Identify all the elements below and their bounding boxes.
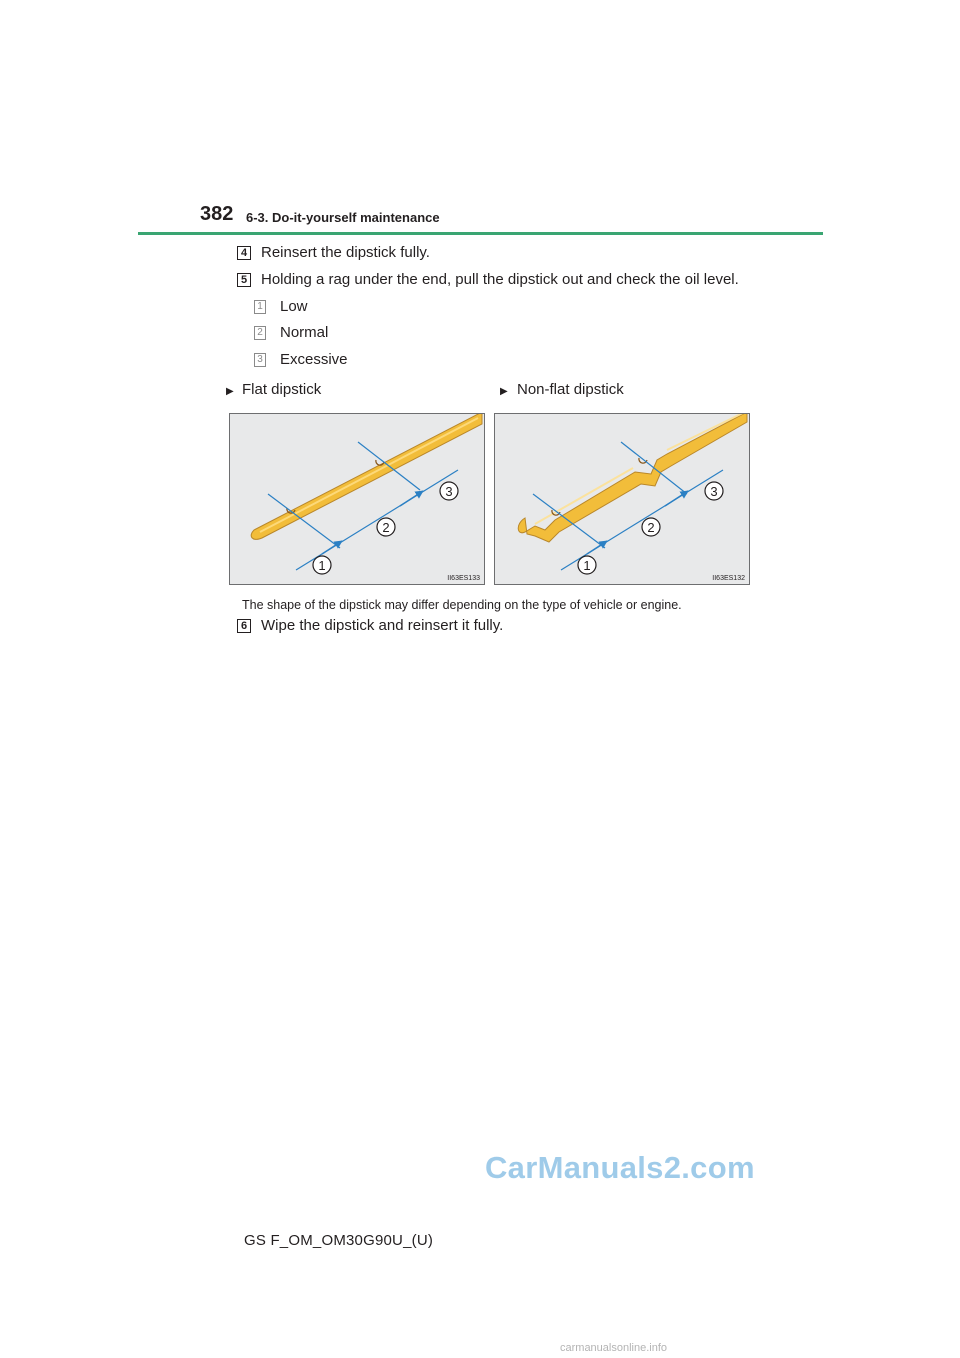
svg-text:1: 1 — [583, 558, 591, 573]
callout-2 — [377, 518, 395, 536]
svg-text:2: 2 — [647, 520, 655, 535]
flat-dipstick-label: Flat dipstick — [242, 381, 322, 398]
callout-1 — [313, 556, 331, 574]
svg-text:2: 2 — [382, 520, 390, 535]
non-flat-dipstick-figure — [494, 413, 750, 585]
step-badge-6: 6 — [237, 619, 251, 633]
level-label-excessive: Excessive — [280, 351, 348, 368]
footer-document-code: GS F_OM_OM30G90U_(U) — [244, 1232, 434, 1249]
callout-1 — [578, 556, 596, 574]
level-label-normal: Normal — [280, 324, 329, 341]
page-number: 382 — [200, 203, 234, 225]
callout-2 — [642, 518, 660, 536]
level-number-icon-2: 2 — [254, 326, 266, 340]
figure-code-flat: II63ES133 — [447, 575, 480, 582]
triangle-bullet-icon: ▶ — [500, 386, 508, 397]
level-number-icon-1: 1 — [254, 300, 266, 314]
step-text-4: Reinsert the dipstick fully. — [261, 244, 430, 261]
step-badge-4: 4 — [237, 246, 251, 260]
figure-code-non-flat: II63ES132 — [712, 575, 745, 582]
non-flat-dipstick-shape — [518, 414, 747, 542]
step-badge-5: 5 — [237, 273, 251, 287]
figure-caption: The shape of the dipstick may differ depending on the type of vehicle or engine. — [242, 598, 682, 612]
section-title: 6-3. Do-it-yourself maintenance — [246, 210, 440, 225]
step-text-6: Wipe the dipstick and reinsert it fully. — [261, 617, 504, 634]
svg-text:1: 1 — [318, 558, 326, 573]
carmanuals-watermark: CarManuals2.com — [485, 1150, 755, 1185]
bottom-watermark: carmanualsonline.info — [560, 1342, 668, 1354]
flat-dipstick-figure — [229, 413, 485, 585]
callout-3 — [440, 482, 458, 500]
level-number-icon-3: 3 — [254, 353, 266, 367]
non-flat-dipstick-label: Non-flat dipstick — [517, 381, 624, 398]
step-text-5: Holding a rag under the end, pull the dipstick out and check the oil level. — [261, 271, 739, 288]
svg-text:3: 3 — [445, 484, 453, 499]
triangle-bullet-icon: ▶ — [226, 386, 234, 397]
callout-3 — [705, 482, 723, 500]
header-rule — [138, 232, 823, 235]
level-label-low: Low — [280, 298, 308, 315]
svg-text:3: 3 — [710, 484, 718, 499]
